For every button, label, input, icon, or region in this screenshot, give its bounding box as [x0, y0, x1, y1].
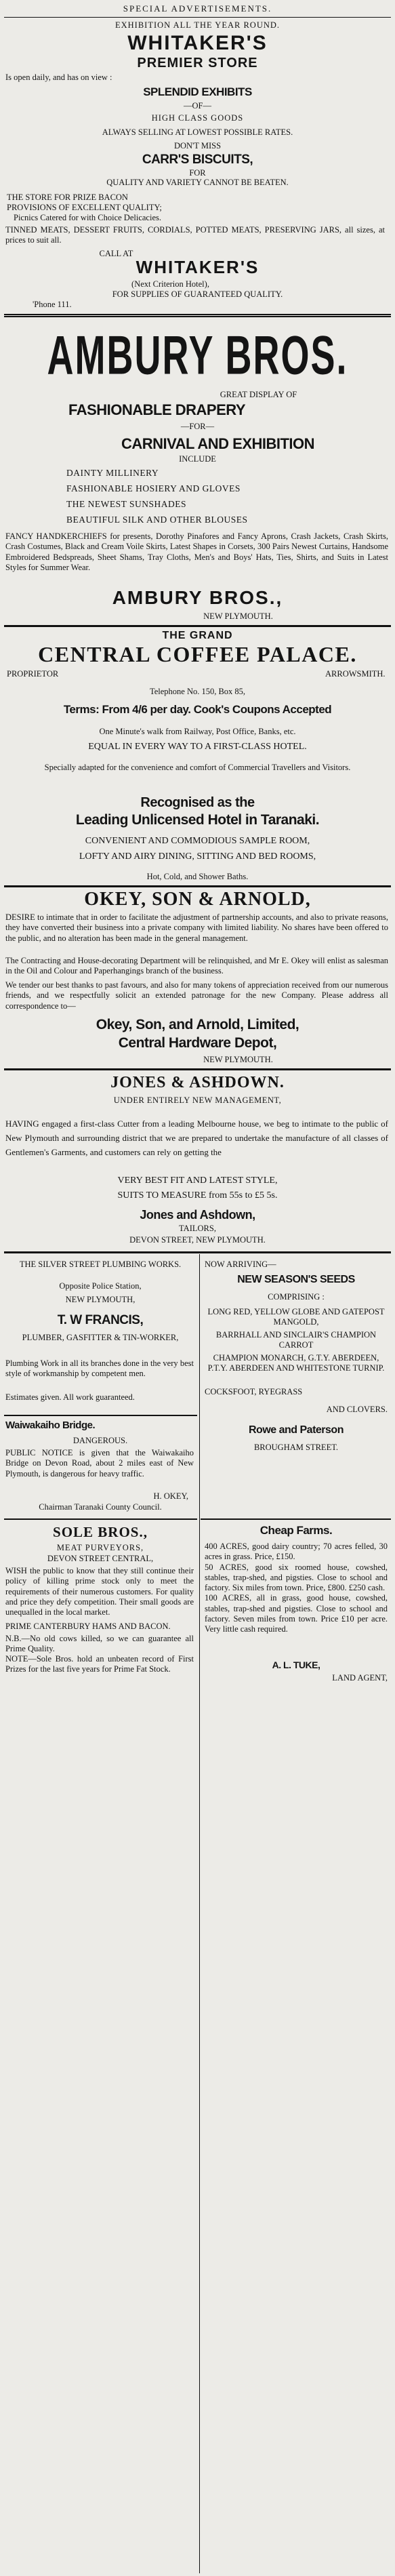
- francis-trade: PLUMBER, GASFITTER & TIN-WORKER,: [22, 1333, 179, 1342]
- jones-sig: Jones and Ashdown,: [140, 1208, 255, 1222]
- ambury-carnival: CARNIVAL AND EXHIBITION: [121, 435, 315, 452]
- jones-street: DEVON STREET, NEW PLYMOUTH.: [129, 1235, 266, 1245]
- francis-l2: Opposite Police Station,: [59, 1281, 142, 1291]
- coffee-title: CENTRAL COFFEE PALACE.: [38, 642, 357, 666]
- okey-p3: We tender our best thanks to past favours, and also for many tokens of appreciation received from our numerous friends, and we respectfully solicit an extended patronage for the new Company. Please address all correspondence to—: [5, 980, 388, 1011]
- coffee-grand: THE GRAND: [162, 630, 233, 641]
- seeds-comprising: COMPRISING :: [268, 1292, 325, 1302]
- okey-p1: DESIRE to intimate that in order to facilitate the adjustment of partnership accounts, and also to private reasons, they have converted their business into a private company with limited liability. No shares have been offered to the public, and no alteration has been made in the general management.: [5, 912, 388, 943]
- bridge-body: PUBLIC NOTICE is given that the Waiwakaiho Bridge on Devon Road, about 2 miles east of New Plymouth, is dangerous for heavy traffic.: [5, 1448, 194, 1478]
- bridge-chair: Chairman Taranaki County Council.: [39, 1502, 162, 1512]
- ambury-l2: FASHIONABLE HOSIERY AND GLOVES: [66, 483, 241, 494]
- okey-place: NEW PLYMOUTH.: [203, 1055, 273, 1064]
- divider: [4, 1415, 197, 1416]
- sole-note: NOTE—Sole Bros. hold an unbeaten record of First Prizes for the last five years for Prime Fat Stock.: [5, 1654, 194, 1674]
- seeds-s1: LONG RED, YELLOW GLOBE AND GATEPOST MANGOLD,: [207, 1307, 385, 1327]
- farms-body: 400 ACRES, good dairy country; 70 acres felled, 30 acres in grass. Price, £150. 50 ACRES, good six roomed house, cowshed, stables, trap-shed, and pigsties. Close to school and factory. Six miles from town. Price, £800. £250 cash. 100 ACRES, all in grass, good house, cowshed, stables, trap-shed and pigsties. Close to school and factory. Seven miles from town. Price £10 per acre. Very little cash required.: [205, 1542, 388, 1634]
- coffee-walk: One Minute's walk from Railway, Post Office, Banks, etc.: [99, 727, 296, 736]
- whitakers-carrs: CARR'S BISCUITS,: [142, 153, 253, 167]
- bridge-sig: H. OKEY,: [153, 1491, 188, 1501]
- ambury-l3: THE NEWEST SUNSHADES: [66, 499, 187, 509]
- whitakers-next: (Next Criterion Hotel),: [131, 279, 209, 289]
- coffee-proprietor: PROPRIETOR: [7, 669, 59, 679]
- coffee-recognised: Recognised as the: [140, 795, 255, 810]
- whitakers-open: Is open daily, and has on view :: [5, 73, 112, 82]
- bridge-danger: DANGEROUS.: [72, 1436, 128, 1445]
- divider: [201, 1518, 391, 1520]
- whitakers-of: —OF—: [184, 101, 211, 110]
- coffee-conv: CONVENIENT AND COMMODIOUS SAMPLE ROOM,: [85, 836, 310, 846]
- ambury-great: GREAT DISPLAY OF: [220, 390, 297, 399]
- whitakers-intro: EXHIBITION ALL THE YEAR ROUND.: [115, 20, 280, 30]
- jones-suits: SUITS TO MEASURE from 55s to £5 5s.: [117, 1190, 278, 1201]
- okey-p2: The Contracting and House-decorating Department will be relinquished, and Mr E. Okey will enlist as salesman in the Oil and Colour and Paperhangings branch of the business.: [5, 956, 388, 976]
- seeds-title: NEW SEASON'S SEEDS: [237, 1274, 355, 1285]
- whitakers-splendid: SPLENDID EXHIBITS: [143, 85, 252, 98]
- jones-very: VERY BEST FIT AND LATEST STYLE,: [117, 1175, 278, 1186]
- seeds-s3: CHAMPION MONARCH, G.T.Y. ABERDEEN, P.T.Y. ABERDEEN AND WHITESTONE TURNIP.: [207, 1353, 385, 1373]
- divider: [4, 314, 391, 317]
- coffee-owner: ARROWSMITH.: [325, 669, 386, 679]
- okey-sig1: Okey, Son, and Arnold, Limited,: [96, 1017, 299, 1032]
- francis-est: Estimates given. All work guaranteed.: [5, 1392, 135, 1402]
- jones-title: JONES & ASHDOWN.: [110, 1074, 285, 1091]
- ambury-fashionable: FASHIONABLE DRAPERY: [68, 401, 246, 418]
- sole-prime: PRIME CANTERBURY HAMS AND BACON.: [5, 1622, 171, 1631]
- sole-nb: N.B.—No old cows killed, so we can guarantee all Prime Quality.: [5, 1634, 194, 1654]
- coffee-leading: Leading Unlicensed Hotel in Taranaki.: [75, 812, 320, 828]
- seeds-firm: Rowe and Paterson: [249, 1424, 344, 1436]
- ambury-sig: AMBURY BROS.,: [112, 587, 283, 608]
- seeds-street: BROUGHAM STREET.: [253, 1443, 339, 1452]
- jones-body: HAVING engaged a first-class Cutter from a leading Melbourne house, we beg to intimate to the public of New Plymouth and surrounding district that we are prepared to undertake the manufacture of all classes of Gentlemen's Garments, and customers can rely on getting the: [5, 1119, 388, 1157]
- divider: [4, 1068, 391, 1070]
- ambury-l4: BEAUTIFUL SILK AND OTHER BLOUSES: [66, 515, 248, 525]
- ambury-title: AMBURY BROS.: [47, 325, 348, 386]
- coffee-lofty: LOFTY AND AIRY DINING, SITTING AND BED ROOMS,: [79, 851, 316, 862]
- coffee-adapted: Specially adapted for the convenience and comfort of Commercial Travellers and Visitors.: [44, 763, 351, 772]
- jones-tailors: TAILORS,: [179, 1224, 216, 1233]
- seeds-arriving: NOW ARRIVING—: [205, 1260, 276, 1269]
- francis-l1: THE SILVER STREET PLUMBING WORKS.: [19, 1260, 182, 1269]
- divider: [4, 1518, 197, 1520]
- farms-sig: A. L. TUKE,: [272, 1659, 320, 1670]
- whitakers-store1: THE STORE FOR PRIZE BACON: [7, 193, 128, 202]
- divider: [4, 625, 391, 627]
- okey-sig2: Central Hardware Depot,: [118, 1035, 277, 1051]
- whitakers-quality: QUALITY AND VARIETY CANNOT BE BEATEN.: [106, 178, 289, 187]
- ambury-include: INCLUDE: [179, 454, 216, 464]
- sole-title: SOLE BROS.,: [53, 1524, 148, 1540]
- farms-title: Cheap Farms.: [259, 1524, 333, 1537]
- divider: [4, 885, 391, 887]
- francis-body: Plumbing Work in all its branches done in the very best style of workmanship by competent men.: [5, 1359, 194, 1379]
- sole-street: DEVON STREET CENTRAL,: [47, 1554, 154, 1563]
- ambury-fancy: FANCY HANDKERCHIEFS for presents, Dorothy Pinafores and Fancy Aprons, Crash Jackets, Crash Skirts, Crash Costumes, Black and Cream Voile Skirts, Latest Shapes in Corsets, 300 Pairs Newest Curtains, Handsome Embroidered Bedspreads, Sheet Shams, Tray Cloths, Men's and Boys' Hats, Ties, Shirts, and Suits in Latest Styles for Summer Wear.: [5, 531, 388, 572]
- coffee-terms: Terms: From 4/6 per day. Cook's Coupons Accepted: [63, 703, 332, 716]
- seeds-s4: COCKSFOOT, RYEGRASS: [205, 1387, 303, 1396]
- whitakers-always: ALWAYS SELLING AT LOWEST POSSIBLE RATES.: [102, 127, 293, 137]
- whitakers-name: WHITAKER'S: [127, 32, 268, 54]
- coffee-telephone: Telephone No. 150, Box 85,: [149, 687, 246, 696]
- francis-name: T. W FRANCIS,: [57, 1313, 144, 1327]
- whitakers-phone: 'Phone 111.: [33, 300, 72, 309]
- francis-l3: NEW PLYMOUTH,: [65, 1295, 136, 1304]
- ambury-for: —FOR—: [180, 422, 215, 431]
- page-header: SPECIAL ADVERTISEMENTS.: [123, 3, 272, 14]
- coffee-baths: Hot, Cold, and Shower Baths.: [146, 872, 249, 881]
- bridge-title: Waiwakaiho Bridge.: [5, 1420, 96, 1431]
- jones-sub: UNDER ENTIRELY NEW MANAGEMENT,: [113, 1095, 282, 1105]
- whitakers-subname: PREMIER STORE: [137, 56, 258, 71]
- whitakers-store2: PROVISIONS OF EXCELLENT QUALITY;: [7, 203, 162, 212]
- whitakers-for: FOR: [189, 168, 206, 178]
- sole-meat: MEAT PURVEYORS,: [56, 1543, 144, 1552]
- column-divider: [199, 1254, 200, 2573]
- whitakers-dontmiss: DON'T MISS: [173, 141, 222, 150]
- farms-agent: LAND AGENT,: [332, 1673, 388, 1683]
- whitakers-name2: WHITAKER'S: [136, 257, 259, 277]
- whitakers-high: HIGH CLASS GOODS: [151, 113, 244, 123]
- whitakers-tinned: TINNED MEATS, DESSERT FRUITS, CORDIALS, POTTED MEATS, PRESERVING JARS, all sizes, at prices to suit all.: [5, 225, 385, 245]
- divider: [4, 17, 391, 18]
- coffee-equal: EQUAL IN EVERY WAY TO A FIRST-CLASS HOTEL.: [88, 742, 307, 752]
- okey-title: OKEY, SON & ARNOLD,: [84, 889, 311, 910]
- whitakers-call: CALL AT: [99, 249, 133, 258]
- ambury-l1: DAINTY MILLINERY: [66, 468, 159, 478]
- seeds-s2: BARRHALL AND SINCLAIR'S CHAMPION CARROT: [215, 1330, 377, 1350]
- whitakers-supplies: FOR SUPPLIES OF GUARANTEED QUALITY.: [112, 289, 283, 299]
- divider: [4, 1251, 391, 1253]
- ambury-place: NEW PLYMOUTH.: [203, 611, 273, 621]
- sole-body: WISH the public to know that they still continue their policy of killing prime stock only to meet the requirements of their numerous customers. For quality and price they defy competition. Their small goods are unequalled in the local market.: [5, 1566, 194, 1617]
- whitakers-store3: Picnics Catered for with Choice Delicacies.: [14, 213, 161, 222]
- seeds-s5: AND CLOVERS.: [326, 1405, 388, 1414]
